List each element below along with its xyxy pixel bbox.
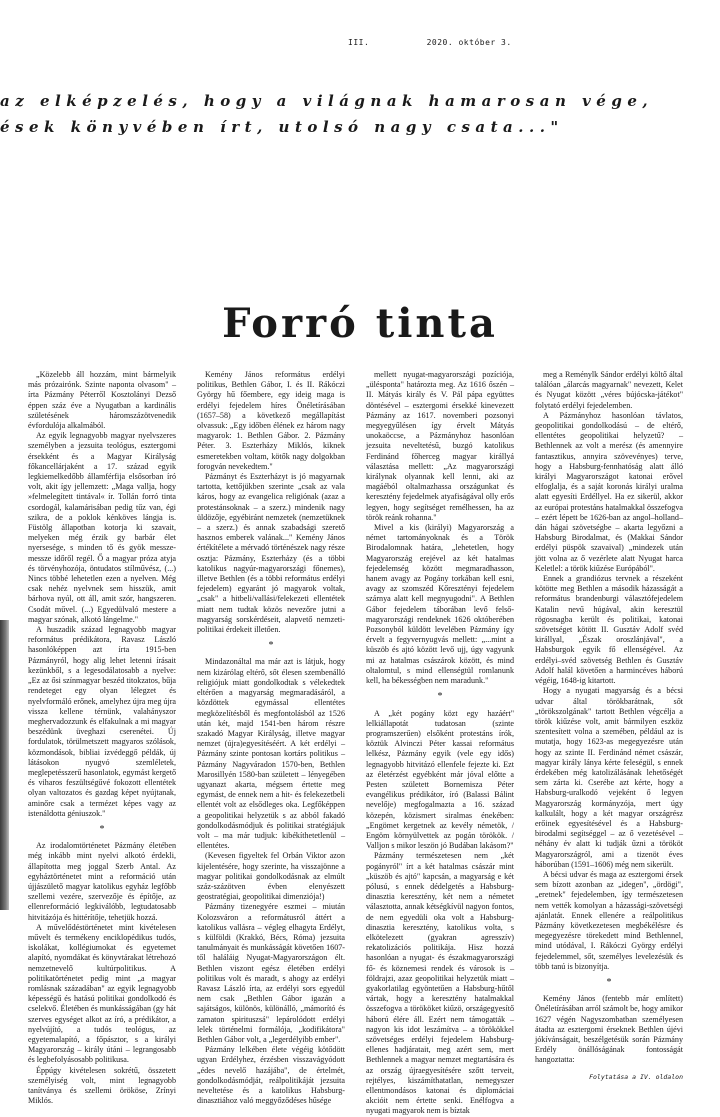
section-divider: * [268, 640, 274, 652]
article-column-2 [197, 370, 345, 1106]
section-divider: * [437, 691, 443, 703]
article-headline: Forró tinta [222, 300, 498, 347]
article-paragraph: Pázmány lelkében élete végéig kötődött ugyan Erdélyhez, érzésben visszavágyódott „édes nevelő hazájába", de értelmét, gondolkodásmódját, reálpolitikáját jezsuita neveltetése és a katolikus Habsburg-dinasztiához való meggyőződéses hűsége [197, 1045, 345, 1106]
article-paragraph: A „két pogány közt egy hazáért" lelkiállapotát tudatosan (szinte programszerűen) elsőként protestáns írók, köztük Alvinczi Péter kassai református lelkész, Pázmány egyik (vele egy idős) legnagyobb hitvitázó ellenfele fejezte ki. Ezt az életérzést egyébként már jóval előtte a Pesten született Bornemisza Péter evangélikus prédikátor, író (Balassi Bálint nevelője) megfogalmazta a 16. század közepén, közismert siralmas énekében: „Engömet kergetnek az kevély németök, / Engöm környülvettek az pogán törökök. / Valljon s mikor leszön jó Budában lakásom?" [366, 708, 514, 851]
pull-quote-line-1: az elképzelés, hogy a világnak hamarosan vége, [0, 92, 654, 110]
article-paragraph: Pázmányt és Eszterházyt is jó magyarnak tartotta, kettőjükben szerinte „csak az vala káros, hogy az evangelica religiónak (azaz a protestánsoknak – a szerz.) mindenik nagy üldözője, egyébiránt nemzetek (nemzetüknek – a szerz.) és annak szabadsági szerető hasznos emberek valának..." Kemény János értékítélete a mérvadó történészek nagy része osztja: Pázmány, Eszterházy (és a többi katolikus nagyúr-magyarországi főnemes), illetve Bethlen (és a többi református erdélyi fejedelem) egyaránt jó magyarok voltak, „csak" a hitbeli/vallási/felekezeti ellentétek miatt nem tudtak közös nevezőre jutni a magyarság sorskérdéseit, alapvető nemzeti-politikai érdekeit illetően. [197, 472, 345, 635]
photo-edge [0, 620, 9, 910]
article-paragraph: mellett nyugat-magyarországi pozíciója, „ülésponta" határozta meg. Az 1616 őszén – II. Mátyás király és V. Pál pápa együttes döntésével – esztergomi érsekké kinevezett Pázmány az 1617. novemberi pozsonyi megyegyűlésen így érvelt Mátyás unokaöccse, a Pázmányhoz hasonlóan jezsuita neveltetésű, buzgó katolikus Ferdinánd főherceg magyar királlyá választása mellett: „Az magyarországi királynak olyannak kell lenni, aki az magáéból oltalmazhassa országunkat és keresztény fejedelmek atyafiságával olly erős legyen, hogy segítséget remélhessen, ha az török reánk rohanna." [366, 370, 514, 522]
running-head [348, 38, 512, 47]
article-paragraph: Pázmány természetesen nem „két pogányról" írt a két hatalmas császár mint „küszöb és ajtó" kapcsán, a magyarság e két pólusú, s ennek dédelgetés a Habsburg-dinasztia keresztény, két nem a németet választotta, annak kétségkívül nagyon fontos, de nem egyedüli oka volt a Habsburg-dinasztia keresztény, katolikus volta, s elkötelezett (gyakran agresszív) rekatolizációs politikája. Hisz hozzá hasonlóan a nyugat- és északmagyarországi fő- és köznemesi rendek és városok is – földrajzi, azaz geopolitikai helyzetük miatt – gyakorlatilag egyöntetűen a Habsburg-hűtől vártak, hogy a keresztény hatalmakkal összefogva a törököket kiűzö, országegyesítő háború élére áll. Ezért nem támogatták – nagyon kis idot leszámítva – a törökökkel szövetséges erdélyi fejedelem Habsburg-ellenes hadjáratait, meg azért sem, mert Bethlennek a magyar nemzet megtartására és az ország újraegyesítésére szőtt terveit, rejtélyes, kiszámíthatatlan, nemegyszer ellentmondásos katonai és diplomáciai akcióit nem értette senki. Enélfogva a nyugati magyarok nem is bíztak [366, 851, 514, 1116]
continued-note: Folytatása a IV. oldalon [589, 1072, 683, 1081]
article-paragraph: „Közelebb áll hozzám, mint bármelyik más prózairónk. Szinte naponta olvasom" – írta Pázmány Péterről Kosztolányi Dezső éppen száz éve a Nyugatban a kardinális születésének háromszázötvenedik évfordulója alkalmából. [28, 370, 176, 431]
article-paragraph: A bécsi udvar és maga az esztergomi érsek sem bízott azonban az „idegen", „ördögi", „eretnek" fejedelemben, így természetesen nem vették komolyan a házassági-szövetségi ajánlatát. Ennek ellenére a reálpolitikus Pázmány következetesen megbékélésre és megegyezésre törekedett mind Bethlennel, mind utódával, I. Rákóczi György erdélyi fejedelemmel, sőt, személyes levelezésük és több tanú is bizonyítja. [535, 869, 683, 971]
article-paragraph: Éppúgy kivételesen sokrétű, összetett személyiség volt, mint legnagyobb tanítványa és szellemi örököse, Zrínyi Miklós. [28, 1065, 176, 1106]
page-number: III. [348, 38, 370, 47]
article-paragraph: (Kevesen figyeltek fel Orbán Viktor azon kijelentésére, hogy szerinte, ha visszajönne a magyar politikai gondolkodásnak az elmúlt száz-százötven évben elenyészett geostratégiai, geopolitikai dimenziója!) [197, 851, 345, 902]
article-paragraph: A huszadik század legnagyobb magyar református prédikátora, Ravasz László hasonlóképpen azt írta 1915-ben Pázmányról, hogy alig lehet letenni írásait kezünkből, s a legesodálatosabb a nyelve: „Ez az ősi színmagyar beszéd titokzatos, bűja rendeteget egy olyan lélegzet és nyelvformáló erőnek, amelyhez újra meg újra vissza kellene térnünk, valahányszor meghervadozzunk és elfakulnak a mi magyar beszédünk üveghazi cserenétei. Új fordulatok, törülmetszett magyaros szólások, közmondások, bibliai ízvédeggő példák, új látásokon nyugvó szemléletek, meglepetésszerű hasonlatok, egymást kergető és viharos feszültségűvé fokozott ellentétek olyan valtozatos és gazdag képet nyújtanak, aminőre csak a termézet képes vagy az istenáldotta géniuszok." [28, 625, 176, 818]
article-paragraph: Az irodalomtörténetet Pázmány életében még inkább mint nyelvi alkotó érdekli, állapította meg joggal Szerb Antal. Az egyháztörténetet mint a reformáció után újjászülető magyar katolikus egyház legfőbb szellemi vezére, szervezője és építője, az ellenreformáció legkiválóbb, legtudatosabb hitvitázója és hittérítője, tehetjük hozzá. [28, 841, 176, 922]
article-paragraph: Mindazonáltal ma már azt is látjuk, hogy nem kizárólag eltérő, sőt élesen szembenálló religiójuk miatt gondolkodtak s vélekedtek eltérően a magyarság megmaradásáról, a közdöttek egymással ellentétes megközelítésből és megfontolásból az 1526 után két, majd 1541-ben három részre szakadó Magyar Királyság, illetve magyar nemzet (újra)egyesítéséért. A két erdélyi – Pázmány szinte pontosan kortárs politikus – Pázmány Nagyváradon 1570-ben, Bethlen Marosillyén 1580-ban született – lényegében ugyanazt akarta, mégsem értette meg egymást, de ennek nem a hit- és felekezetbeli ellentét volt az elsődleges oka. Legfőképpen a geopolitikai helyzetük s az abból fakadó gondolkodásmódjuk és politikai stratégiájuk volt – ma már tudjuk: kibékíthetetlenül – ellentétes. [197, 657, 345, 851]
article-paragraph: Az egyik legnagyobb magyar nyelvszeres személyben a jezsuita teológus, esztergomi érsekként és a Magyar Királyság főkancellárjaként a 17. század egyik legkiemelkedőbb államférfija elsősorban író volt, akit így jellemzett: „Maga vallja, hogy »felmelegített tintával« ír. Tollán forró tinta csordogál, kalamárisában pedig tűz van, égi szikra, de a poklok kénköves lángja is. Füstölg állapotban kotorja ki szavait, melyeken még érzik gy barbár élet nyersesége, s minden tő és gyök messze-messze időről regél. Ő a magyar próza atyja és törvényhozója, öntudatos stílművész, (...) Nincs többé lehetetlen ezen a nyelven. Még csak nehéz nyelvnek sem hisszük, amit bárhova nyúl, ott áll, amit szór, hangszeren. Csodát művel. (...) Egyedülvaló mestere a magyar szónak, alkotó lángelme." [28, 431, 176, 624]
article-paragraph: A Pázmányhoz hasonlóan távlatos, geopolitikai gondolkodású – de eltérő, ellentétes geopolitikai helyzetű? – Bethlennek az volt a merész (és amennyire fantasztikus, annyira szövevényes) terve, hogy a Habsburg-fennhatóság alatt álló királyi Magyarországot katonai erővel elfoglalja, és a saját koronás királyi uralma alatt egyesíti Erdéllyel. Ha ez sikerül, akkor az európai protestáns hatalmakkal összefogva – ezért lépett be 1626-ban az angol–holland–dán hágai szövetségbe – akarta legyőzni a Habsburg Birodalmat, és (Makkai Sándor erdélyi püspök szavaival) „mindezek után jött volna az ő vezérlete alatt Nyugat harca Keletlel: a török kiűzése Európából". [535, 410, 683, 573]
article-paragraph: Pázmány tizenegyére eszmei – miután Kolozsváron a reformátusról áttért a katolikus vallásra – végleg elhagyta Erdélyt, s külföldi (Krakkó, Bécs, Róma) jezsuita tanulmányait és munkásságát követően 1607-től haláláig Nyugat-Magyarországon élt. Bethlen viszont egész életében erdélyi politikus volt és maradt, s ahogy az erdélyi Ravasz László írta, az erdélyi sors egyedül nem csak „Bethlen Gábor igazán a sajátságos, különös, különálló, „mámorító és zamaton spirituszsá" lepárolódott erdélyi lelek történelmi formálója, „kodifikátora" Bethlen Gábor volt, a „legerdélyibb ember". [197, 902, 345, 1044]
article-column-1 [28, 370, 176, 1106]
article-paragraph: Kemény János (fentebb már említett) Önéletírásában arról számolt be, hogy amikor 1627 végén Nagyszombatban személyesen átadta az esztergomi érseknek Bethlen újévi jókívánságait, beszélgetésük során Pázmány Erdély önállóságának fontosságát hangoztatta: [535, 994, 683, 1065]
article-paragraph: A művelődéstörténetet mint kivételesen művelt és termékeny enciklopédikus tudós, iskolákat, kollégiumokat és egyetemet alapító, nyomdákat és könyvtárakat létrehozó nemzetnevelő kultúrpolitikus. A politikatörténetet pedig mint „a magyar romlásnak századában" az egyik legnagyobb képességű és hatású politikai gondolkodó és cselekvő. Életében és munkásságában (gy hát szerves egységet alkot az író, a prédikátor, a nyelvújító, a tudós teológus, az egyetemalapító, a főpásztor, s a királyi Magyarország – király útáni – legrangosabb és legbefolyásosabb politikusa. [28, 922, 176, 1065]
issue-date: 2020. október 3. [426, 38, 512, 47]
article-paragraph: Hogy a nyugati magyarság és a bécsi udvar által törökbarátnak, sőt „törökszolgának" tartott Bethlen végcélja a török kiűzése volt, amit bármilyen eszköz szentesített volna a szemében, például az is mutatja, hogy 1623-as megegyezésre után hogy az szinte II. Ferdinánd német császár, magyar király lánya kérte feleségül, s ennek érdekében még katolizálásának lehetőségét sem zárta ki. Cserébe azt kérte, hogy a Habsburg-uralkodó vejeként ő legyen Magyarország kormányzója, mert úgy kalkulált, hogy a két magyar országrész erőinek egyesítésével és a Habsburg-birodalmi segítséggel – az ő vezetésével – néhány év alatt ki tudják űzni a törököt Magyarországról, ami a tizenöt éves háborúban (1591–1606) még nem sikerült. [535, 686, 683, 869]
article-paragraph: meg a Reménylk Sándor erdélyi költő által találóan „álarcás magyarnak" nevezett, Kelet és Nyugat között „véres bújócska-játékot" folytató erdélyi fejedelemben. [535, 370, 683, 410]
article-column-3 [366, 370, 514, 1116]
pull-quote-line-2: ések könyvében írt, utolsó nagy csata..." [0, 118, 564, 136]
section-divider: * [99, 823, 105, 835]
section-divider: * [606, 976, 612, 988]
article-paragraph: Mivel a kis (királyi) Magyarország a német tartományoknak és a Török Birodalomnak határa, „lehetetlen, hogy Magyarország erejével az két hatalmas fejedelemség között megmaradhasson, hanem avagy az Pogány torkában kell esni, avagy az szomszéd Kőresztényi fejedelem szárnya alatt kell megnyugodni". A Bethlen Gábor fejedelem táborában levő felső-magyarországi rendeknek 1626 októberében Pozsonyból küldött levelében Pázmány így érvelt a fegyvernyugvás mellett: „...mint a küszöb és ajtó között levő ujj, úgy vagyunk mi az hatalmas császárok között, és mind oltalomtul, s mind ellenségtül romlanunk kell, ha békességben nem maradunk." [366, 523, 514, 686]
article-column-4 [535, 370, 683, 1081]
article-paragraph: Ennek a grandiózus tervnek a részeként kötötte meg Bethlen a második házasságát a református brandenburgi választófejedelem Katalin nevű húgával, akin keresztül rögosnagba került és politikai, katonai szövetséget kötött II. Gusztáv Adolf svéd királlyal, „Észak oroszlánjával", a Habsburgok egyik fő ellenségével. Az erdélyi–svéd szövetség Bethlen és Gusztáv Adolf halál követően a harmincéves háború végéig, 1648-ig kitartott. [535, 574, 683, 686]
article-paragraph: Kemény János református erdélyi politikus, Bethlen Gábor, I. és II. Rákóczi György hű főembere, egy ideig maga is erdélyi fejedelem híres Önéletírásában (1657–58) a következő megállapítást olvassuk: „Egy időben élének ez három nagy magyarok: 1. Bethlen Gábor. 2. Pázmány Péter. 3. Eszterházy Miklós, kiknek esmeretekben voltam, kötők nagy dolgokban forogván nevekedtem." [197, 370, 345, 471]
